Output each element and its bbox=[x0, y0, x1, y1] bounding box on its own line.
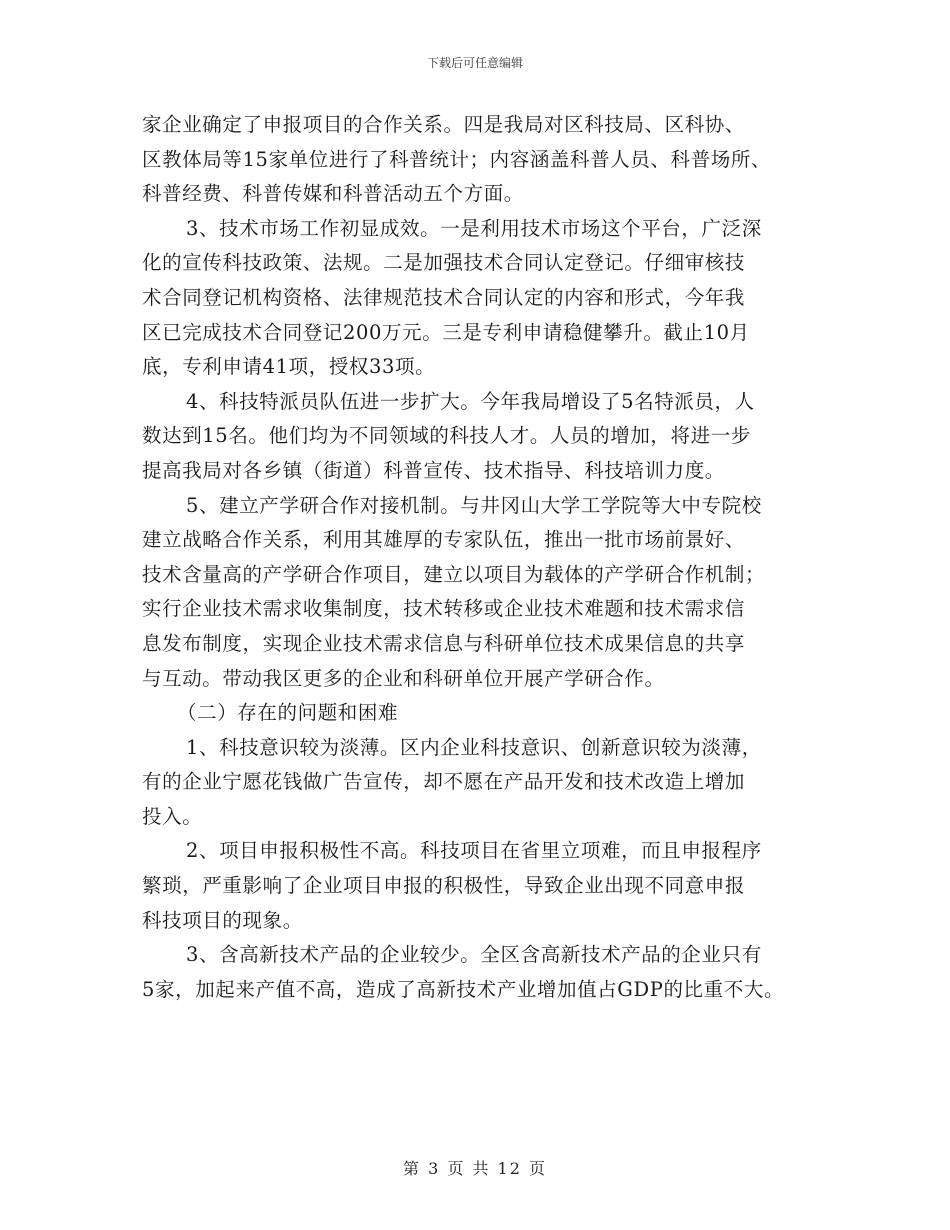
paragraph-first-line: 5、建立产学研合作对接机制。与井冈山大学工学院等大中专院校 bbox=[186, 493, 762, 517]
paragraph-first-line: 4、科技特派员队伍进一步扩大。今年我局增设了5名特派员，人 bbox=[186, 389, 755, 413]
text-line: 术合同登记机构资格、法律规范技术合同认定的内容和形式，今年我 bbox=[142, 285, 746, 309]
paragraph-first-line: 1、科技意识较为淡薄。区内企业科技意识、创新意识较为淡薄， bbox=[186, 735, 762, 759]
text-line: 区教体局等15家单位进行了科普统计；内容涵盖科普人员、科普场所、 bbox=[142, 147, 772, 171]
text-line: 家企业确定了申报项目的合作关系。四是我局对区科技局、区科协、 bbox=[142, 113, 746, 136]
text-line: 数达到15名。他们均为不同领域的科技人才。人员的增加，将进一步 bbox=[142, 424, 751, 448]
text-line: 有的企业宁愿花钱做广告宣传，却不愿在产品开发和技术改造上增加 bbox=[142, 770, 746, 794]
page-footer: 第 3 页 共 12 页 bbox=[403, 1159, 547, 1178]
text-line: 建立战略合作关系，利用其雄厚的专家队伍，推出一批市场前景好、 bbox=[142, 528, 746, 552]
text-line: 科技项目的现象。 bbox=[142, 908, 303, 932]
paragraph-first-line: 2、项目申报积极性不高。科技项目在省里立项难，而且申报程序 bbox=[186, 839, 762, 863]
text-line: 提高我局对各乡镇（街道）科普宣传、技术指导、科技培训力度。 bbox=[142, 458, 725, 482]
text-line: 科普经费、科普传媒和科普活动五个方面。 bbox=[142, 182, 524, 206]
section-heading: （二）存在的问题和困难 bbox=[177, 701, 399, 725]
text-line: 投入。 bbox=[142, 804, 203, 828]
text-line: 化的宣传科技政策、法规。二是加强技术合同认定登记。仔细审核技 bbox=[142, 251, 746, 275]
paragraph-first-line: 3、含高新技术产品的企业较少。全区含高新技术产品的企业只有 bbox=[186, 943, 762, 967]
text-line: 繁琐，严重影响了企业项目申报的积极性，导致企业出现不同意申报 bbox=[142, 874, 746, 898]
text-line: 息发布制度，实现企业技术需求信息与科研单位技术成果信息的共享 bbox=[142, 631, 746, 655]
text-line: 实行企业技术需求收集制度，技术转移或企业技术难题和技术需求信 bbox=[142, 597, 746, 621]
text-line: 区已完成技术合同登记200万元。三是专利申请稳健攀升。截止10月 bbox=[142, 320, 750, 344]
paragraph-first-line: 3、技术市场工作初显成效。一是利用技术市场这个平台，广泛深 bbox=[186, 216, 762, 240]
document-body bbox=[142, 108, 842, 1007]
text-line: 技术含量高的产学研合作项目，建立以项目为载体的产学研合作机制； bbox=[142, 562, 766, 586]
text-line: 底，专利申请41项，授权33项。 bbox=[142, 355, 436, 379]
page-header: 下载后可任意编辑 bbox=[426, 56, 523, 70]
text-line: 与互动。带动我区更多的企业和科研单位开展产学研合作。 bbox=[142, 666, 665, 690]
text-line: 5家，加起来产值不高，造成了高新技术产业增加值占GDP的比重不大。 bbox=[142, 977, 785, 1001]
